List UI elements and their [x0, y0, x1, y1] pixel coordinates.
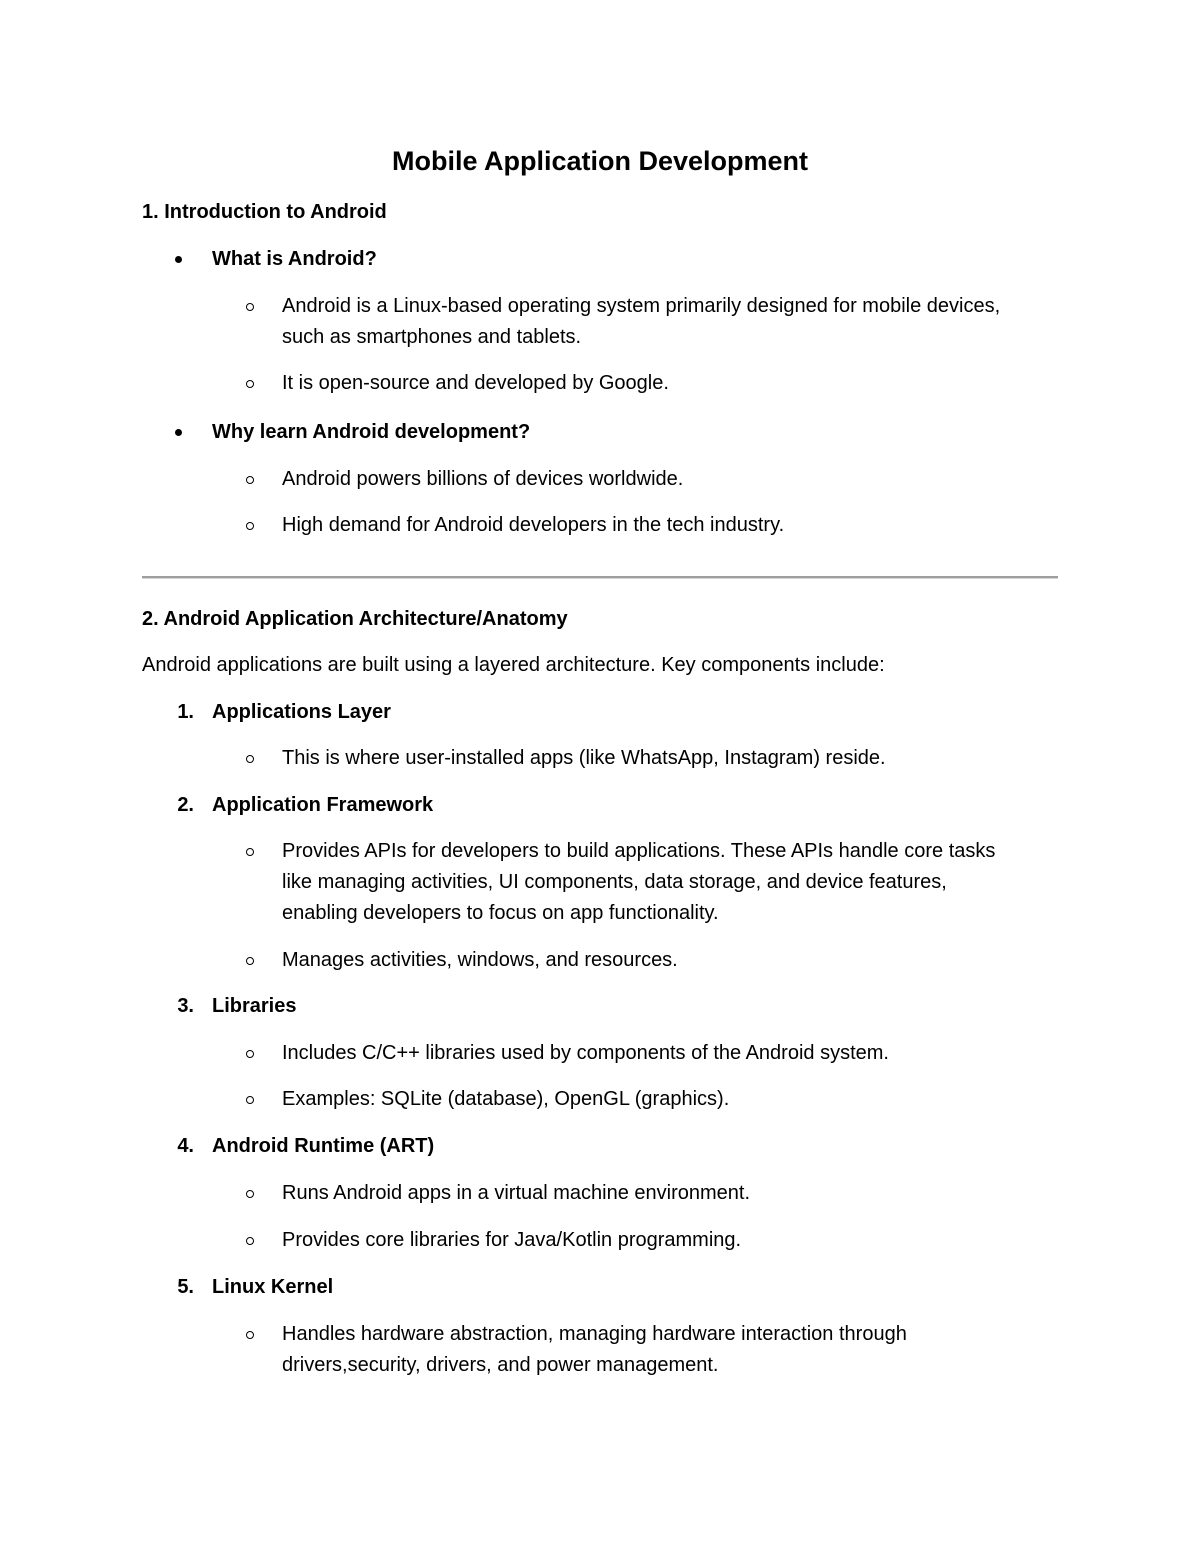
list-number: 1.: [177, 701, 194, 723]
list-item-text: Examples: SQLite (database), OpenGL (graphics).: [282, 1088, 730, 1110]
list-number: 2.: [177, 794, 194, 816]
circle-bullet-icon: [246, 1190, 254, 1198]
list-item-text: enabling developers to focus on app functionality.: [282, 902, 719, 924]
circle-bullet-icon: [246, 303, 254, 311]
item-label-android-runtime: Android Runtime (ART): [212, 1135, 435, 1157]
list-item-text: Includes C/C++ libraries used by components of the Android system.: [282, 1042, 889, 1064]
list-item-text: Handles hardware abstraction, managing hardware interaction through: [282, 1323, 907, 1345]
list-item-text: such as smartphones and tablets.: [282, 326, 582, 348]
circle-bullet-icon: [246, 522, 254, 530]
item-label-libraries: Libraries: [212, 995, 297, 1017]
list-item-text: like managing activities, UI components, data storage, and device features,: [282, 871, 947, 893]
circle-bullet-icon: [246, 1237, 254, 1245]
bullet-icon: [175, 256, 182, 263]
list-item-text: Android is a Linux-based operating system primarily designed for mobile devices,: [282, 295, 1001, 317]
list-number: 3.: [177, 995, 194, 1017]
circle-bullet-icon: [246, 1050, 254, 1058]
list-item-text: Provides APIs for developers to build applications. These APIs handle core tasks: [282, 840, 996, 862]
list-item-text: Manages activities, windows, and resources.: [282, 949, 678, 971]
circle-bullet-icon: [246, 1331, 254, 1339]
list-item-text: High demand for Android developers in the tech industry.: [282, 514, 785, 536]
horizontal-rule: [142, 576, 1058, 579]
list-item-text: It is open-source and developed by Google.: [282, 372, 669, 394]
circle-bullet-icon: [246, 380, 254, 388]
bullet-label-what-is-android: What is Android?: [212, 248, 377, 270]
circle-bullet-icon: [246, 848, 254, 856]
section-intro: Android applications are built using a layered architecture. Key components include:: [142, 654, 885, 676]
page-title: Mobile Application Development: [391, 146, 809, 176]
item-label-applications-layer: Applications Layer: [212, 701, 391, 723]
list-number: 5.: [177, 1276, 194, 1298]
item-label-linux-kernel: Linux Kernel: [212, 1276, 334, 1298]
circle-bullet-icon: [246, 755, 254, 763]
list-item-text: Provides core libraries for Java/Kotlin programming.: [282, 1229, 742, 1251]
list-item-text: drivers,security, drivers, and power management.: [282, 1354, 719, 1376]
list-number: 4.: [177, 1135, 194, 1157]
bullet-icon: [175, 429, 182, 436]
list-item-text: Runs Android apps in a virtual machine environment.: [282, 1182, 751, 1204]
circle-bullet-icon: [246, 1096, 254, 1104]
item-label-application-framework: Application Framework: [212, 794, 434, 816]
bullet-label-why-learn: Why learn Android development?: [212, 421, 531, 443]
section-heading-intro: 1. Introduction to Android: [142, 201, 387, 223]
list-item-text: This is where user-installed apps (like WhatsApp, Instagram) reside.: [282, 747, 886, 769]
circle-bullet-icon: [246, 476, 254, 484]
circle-bullet-icon: [246, 957, 254, 965]
list-item-text: Android powers billions of devices worldwide.: [282, 468, 684, 490]
section-heading-architecture: 2. Android Application Architecture/Anatomy: [142, 608, 568, 630]
